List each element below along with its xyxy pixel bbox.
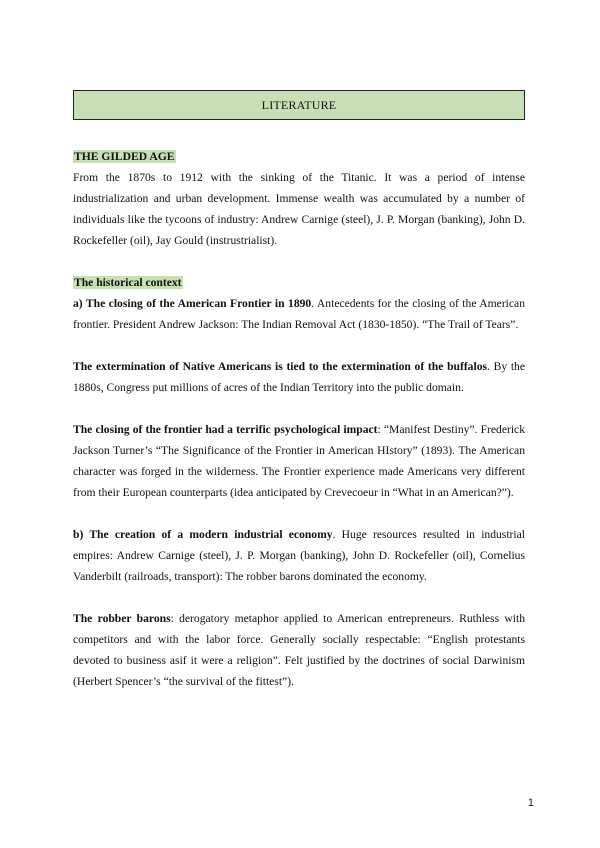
document-title: LITERATURE	[261, 97, 337, 112]
intro-paragraph: From the 1870s to 1912 with the sinking of the Titanic. It was a period of intense industrialization and urban development. Immense wealth was accumulated by a number of individuals like the tycoons of industry: Andrew Carnige (steel), J. P. Morgan (banking), John D. Rockefeller (oil), Jay Gould (instrustrialist).	[73, 171, 525, 247]
document-body	[73, 146, 525, 692]
paragraph-text: : “Manifest Destiny”. Frederick Jackson Turner’s “The Significance of the Frontier in American HIstory” (1893). The American character was forged in the wilderness. The Frontier experience made Americans very different from their European counterparts (idea anticipated by Crevecoeur in “What in an American?”).	[73, 423, 526, 499]
paragraph-frontier	[73, 293, 525, 335]
paragraph-text: . Antecedents for the closing of the American frontier. President Andrew Jackson: The Indian Removal Act (1830-1850). “The Trail of Tears”.	[73, 297, 525, 331]
paragraph-text: : derogatory metaphor applied to American entrepreneurs. Ruthless with competitors and with the labor force. Generally socially respectable: “English protestants devoted to business asif it were a religion”. Felt justified by the doctrines of social Darwinism (Herbert Spencer’s “the survival of the fittest”).	[73, 612, 525, 688]
section-heading: THE GILDED AGE	[74, 150, 175, 163]
paragraph-industrial-economy	[73, 524, 525, 587]
paragraph-lead: The extermination of Native Americans is tied to the extermination of the buffalos	[73, 360, 488, 373]
document-title-box	[73, 90, 525, 120]
paragraph-lead: a) The closing of the American Frontier in 1890	[73, 297, 312, 310]
paragraph-psychological-impact	[73, 419, 525, 503]
section-heading-line	[73, 146, 525, 167]
paragraph-lead: b) The creation of a modern industrial economy	[73, 528, 333, 541]
paragraph-text: . Huge resources resulted in industrial empires: Andrew Carnige (steel), J. P. Morgan (banking), John D. Rockefeller (oil), Cornelius Vanderbilt (railroads, transport): The robber barons dominated the economy.	[73, 528, 525, 583]
paragraph-robber-barons	[73, 608, 525, 692]
paragraph-lead: The closing of the frontier had a terrific psychological impact	[73, 423, 378, 436]
paragraph-lead: The robber barons	[73, 612, 171, 625]
paragraph-text: . By the 1880s, Congress put millions of acres of the Indian Territory into the public domain.	[73, 360, 526, 394]
paragraph-extermination	[73, 356, 525, 398]
subheading: The historical context	[74, 276, 182, 289]
subheading-line	[73, 272, 525, 293]
page-number: 1	[527, 797, 534, 809]
